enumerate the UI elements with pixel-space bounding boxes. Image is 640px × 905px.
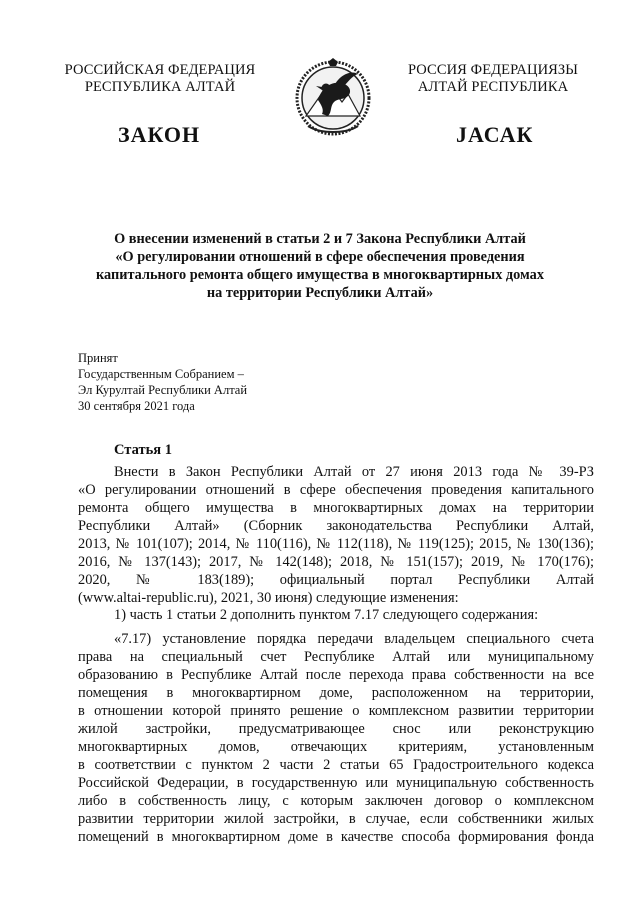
text-line: (www.altai-republic.ru), 2021, 30 июня) следующие изменения: [78,590,459,606]
text-line: в отношении которой принято решение о комплексном развитии территории [78,703,594,719]
adoption-block [78,350,247,414]
law-title-line: О внесении изменений в статьи 2 и 7 Закона Республики Алтай [114,231,526,247]
text-line: помещений в многоквартирном доме в качестве способа формирования фонда [78,829,594,845]
adoption-line: Принят [78,351,118,365]
text-line: развитии территории жилой застройки, в случае, если собственники жилых [78,811,594,827]
text-line: образованию в Республике Алтай после перехода права собственности на все [78,667,594,683]
law-label-altai: JАСАК [456,122,534,147]
header-left-line-2: РЕСПУБЛИКА АЛТАЙ [84,79,236,95]
amendment-item-1 [78,606,594,624]
text-line: ремонта общего имущества в многоквартирных домах на территории [78,500,594,516]
law-title-line: «О регулировании отношений в сфере обеспечения проведения [115,249,525,265]
law-title-line: капитального ремонта общего имущества в многоквартирных домах [96,267,544,283]
text-line: 2016, № 137(143); 2017, № 142(148); 2018, № 151(157); 2019, № 170(176); [78,554,594,570]
text-line: Российской Федерации, в государственную или муниципальную собственность [78,775,594,791]
text-line: «7.17) установление порядка передачи владельцем специального счета [114,631,594,647]
text-line: Внести в Закон Республики Алтай от 27 июня 2013 года № 39-РЗ [114,464,594,480]
coat-of-arms-icon [288,56,378,138]
amendment-quote [78,630,594,846]
text-line: 2013, № 101(107); 2014, № 110(116), № 112(118), № 119(125); 2015, № 130(136); [78,536,594,552]
header-right-line-1: РОССИЯ ФЕДЕРАЦИЯЗЫ [407,62,579,78]
text-line: жилой застройки, предусматривающее снос или реконструкцию [78,721,594,737]
text-line: 2020, № 183(189); официальный портал Республики Алтай [78,572,594,588]
law-title-line: на территории Республики Алтай» [206,285,434,301]
text-line: в соответствии с пунктом 2 части 2 статьи 65 Градостроительного кодекса [78,757,594,773]
law-title [80,230,560,302]
header-left-line-1: РОССИЙСКАЯ ФЕДЕРАЦИЯ [64,62,256,78]
text-line: либо в собственность лицу, с которым заключен договор о комплексном [78,793,594,809]
adoption-line: Эл Курултай Республики Алтай [78,383,248,397]
text-line: «О регулировании отношений в сфере обеспечения проведения капитального [78,482,594,498]
text-line: 1) часть 1 статьи 2 дополнить пунктом 7.17 следующего содержания: [114,607,539,623]
text-line: Республики Алтай» (Сборник законодательства Республики Алтай, [78,518,594,534]
text-line: права на специальный счет Республике Алтай или муниципальному [78,649,594,665]
article-intro [78,463,594,607]
adoption-line: Государственным Собранием – [78,367,244,381]
header-left [40,62,280,96]
text-line: многоквартирных домов, отвечающих критериям, установленным [78,739,594,755]
text-line: помещения в многоквартирном доме, расположенном на территории, [78,685,594,701]
adoption-date: 30 сентября 2021 года [78,399,195,413]
header-right [388,62,598,96]
article-heading: Статья 1 [114,442,172,458]
header-right-line-2: АЛТАЙ РЕСПУБЛИКА [417,79,569,95]
law-label-russian: ЗАКОН [118,122,201,147]
